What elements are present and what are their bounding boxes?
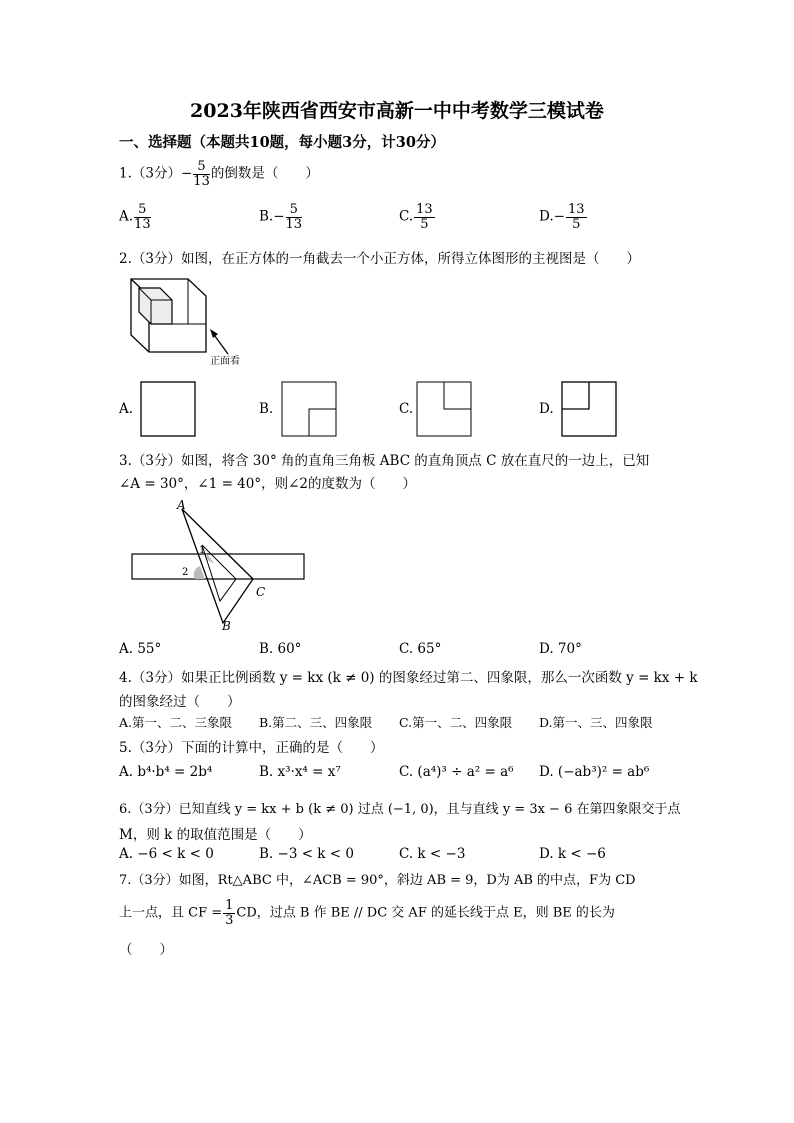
q3-label-2: 2 bbox=[182, 567, 189, 578]
q1-option-label: C. bbox=[399, 208, 414, 225]
q1-option-numerator: 5 bbox=[286, 203, 303, 218]
q1-option-numerator: 13 bbox=[567, 202, 585, 217]
q3-label-a: A bbox=[177, 498, 186, 512]
q4-option-a[interactable]: A.第一、二、三象限 bbox=[119, 715, 233, 730]
question-2: 2.（3分）如图，在正方体的一角截去一个小正方体，所得立体图形的主视图是（ ） bbox=[119, 251, 640, 267]
q1-frac-den: 13 bbox=[193, 173, 210, 189]
q3-option-a[interactable]: A. 55° bbox=[119, 641, 162, 657]
question-5: 5.（3分）下面的计算中，正确的是（ ） bbox=[119, 740, 384, 756]
q2-option-c-figure bbox=[416, 381, 472, 437]
q1-fraction bbox=[193, 160, 210, 188]
q1-option-label: A. bbox=[119, 208, 134, 225]
page-title: 2023年陕西省西安市高新一中中考数学三模试卷 bbox=[190, 100, 604, 122]
q5-option-a[interactable]: A. b⁴·b⁴ = 2b⁴ bbox=[119, 764, 213, 780]
q1-stem-b: 的倒数是（ ） bbox=[210, 165, 319, 182]
q2-option-c[interactable]: C. bbox=[399, 401, 414, 417]
q1-option-d[interactable] bbox=[539, 203, 588, 231]
q5-option-d[interactable]: D. (−ab³)² = ab⁶ bbox=[539, 764, 650, 780]
q1-option-label: D. bbox=[539, 208, 554, 225]
q7-frac-den: 3 bbox=[225, 912, 234, 928]
q3-label-1: 1 bbox=[199, 545, 206, 556]
q6-option-d[interactable]: D. k < −6 bbox=[539, 846, 606, 862]
q1-option-label: B. bbox=[259, 208, 274, 225]
q6-option-b[interactable]: B. −3 < k < 0 bbox=[259, 846, 354, 862]
q7-line2-b: CD，过点 B 作 BE // DC 交 AF 的延长线于点 E，则 BE 的长为 bbox=[236, 905, 615, 921]
question-6-line2: M，则 k 的取值范围是（ ） bbox=[119, 827, 312, 843]
q1-option-fraction bbox=[134, 203, 151, 231]
question-3-line2: ∠A = 30°，∠1 = 40°，则∠2的度数为（ ） bbox=[119, 476, 417, 492]
q2-option-d-figure bbox=[561, 381, 617, 437]
q1-option-numerator: 13 bbox=[416, 202, 433, 217]
q6-option-a[interactable]: A. −6 < k < 0 bbox=[119, 846, 214, 862]
q3-label-b: B bbox=[222, 619, 231, 633]
q1-option-fraction bbox=[286, 203, 303, 231]
q4-option-b[interactable]: B.第二、三、四象限 bbox=[259, 715, 373, 730]
q3-option-b[interactable]: B. 60° bbox=[259, 641, 302, 657]
q5-option-c[interactable]: C. (a⁴)³ ÷ a² = a⁶ bbox=[399, 764, 514, 780]
q2-option-b-figure bbox=[281, 381, 337, 437]
q1-option-a[interactable] bbox=[119, 203, 152, 231]
q1-sign: − bbox=[180, 165, 193, 182]
q1-option-sign: − bbox=[553, 208, 565, 225]
q3-option-c[interactable]: C. 65° bbox=[399, 641, 442, 657]
q1-option-denominator: 5 bbox=[420, 216, 429, 232]
question-3-line1: 3.（3分）如图，将含 30° 角的直角三角板 ABC 的直角顶点 C 放在直尺的一边上，已知 bbox=[119, 453, 650, 469]
q1-option-denominator: 13 bbox=[134, 216, 151, 232]
q1-option-denominator: 5 bbox=[572, 216, 581, 232]
q7-fraction bbox=[223, 899, 235, 927]
question-7-line3: （ ） bbox=[119, 942, 173, 958]
question-4-line1: 4.（3分）如果正比例函数 y = kx (k ≠ 0) 的图象经过第二、四象限，那么一次函数 y = kx + k bbox=[119, 670, 698, 686]
question-6-line1: 6.（3分）已知直线 y = kx + b (k ≠ 0) 过点 (−1, 0)，且与直线 y = 3x − 6 在第四象限交于点 bbox=[119, 802, 681, 817]
q1-option-numerator: 5 bbox=[134, 203, 151, 218]
q7-line2-a: 上一点，且 CF = bbox=[119, 905, 223, 921]
q7-frac-num: 1 bbox=[225, 898, 234, 913]
q3-option-d[interactable]: D. 70° bbox=[539, 641, 582, 657]
question-7-line2 bbox=[119, 899, 615, 927]
q2-option-b[interactable]: B. bbox=[259, 401, 274, 417]
q5-option-b[interactable]: B. x³·x⁴ = x⁷ bbox=[259, 764, 341, 780]
q1-option-sign: − bbox=[273, 208, 285, 225]
q1-option-fraction bbox=[414, 203, 435, 231]
q2-option-a[interactable]: A. bbox=[119, 401, 134, 417]
q2-option-d[interactable]: D. bbox=[539, 401, 554, 417]
q3-label-c: C bbox=[256, 585, 266, 599]
question-4-line2: 的图象经过（ ） bbox=[119, 694, 241, 710]
question-1 bbox=[119, 160, 319, 188]
section-heading: 一、选择题（本题共10题，每小题3分，计30分） bbox=[119, 134, 445, 151]
question-7-line1: 7.（3分）如图，Rt△ABC 中，∠ACB = 90°，斜边 AB = 9，D为 AB 的中点，F为 CD bbox=[119, 873, 636, 888]
q1-frac-num: 5 bbox=[193, 160, 210, 175]
q1-stem-a: 1.（3分） bbox=[119, 165, 181, 182]
q1-option-c[interactable] bbox=[399, 203, 436, 231]
q2-option-a-figure bbox=[140, 381, 196, 437]
q1-option-b[interactable] bbox=[259, 203, 303, 231]
q1-option-denominator: 13 bbox=[285, 216, 303, 232]
q4-option-d[interactable]: D.第一、三、四象限 bbox=[539, 715, 653, 730]
q6-option-c[interactable]: C. k < −3 bbox=[399, 846, 466, 862]
q2-view-label: 正面看 bbox=[210, 356, 240, 367]
q1-option-fraction bbox=[566, 203, 587, 231]
q4-option-c[interactable]: C.第一、二、四象限 bbox=[399, 715, 513, 730]
q3-triangle-ruler-figure bbox=[126, 497, 316, 637]
